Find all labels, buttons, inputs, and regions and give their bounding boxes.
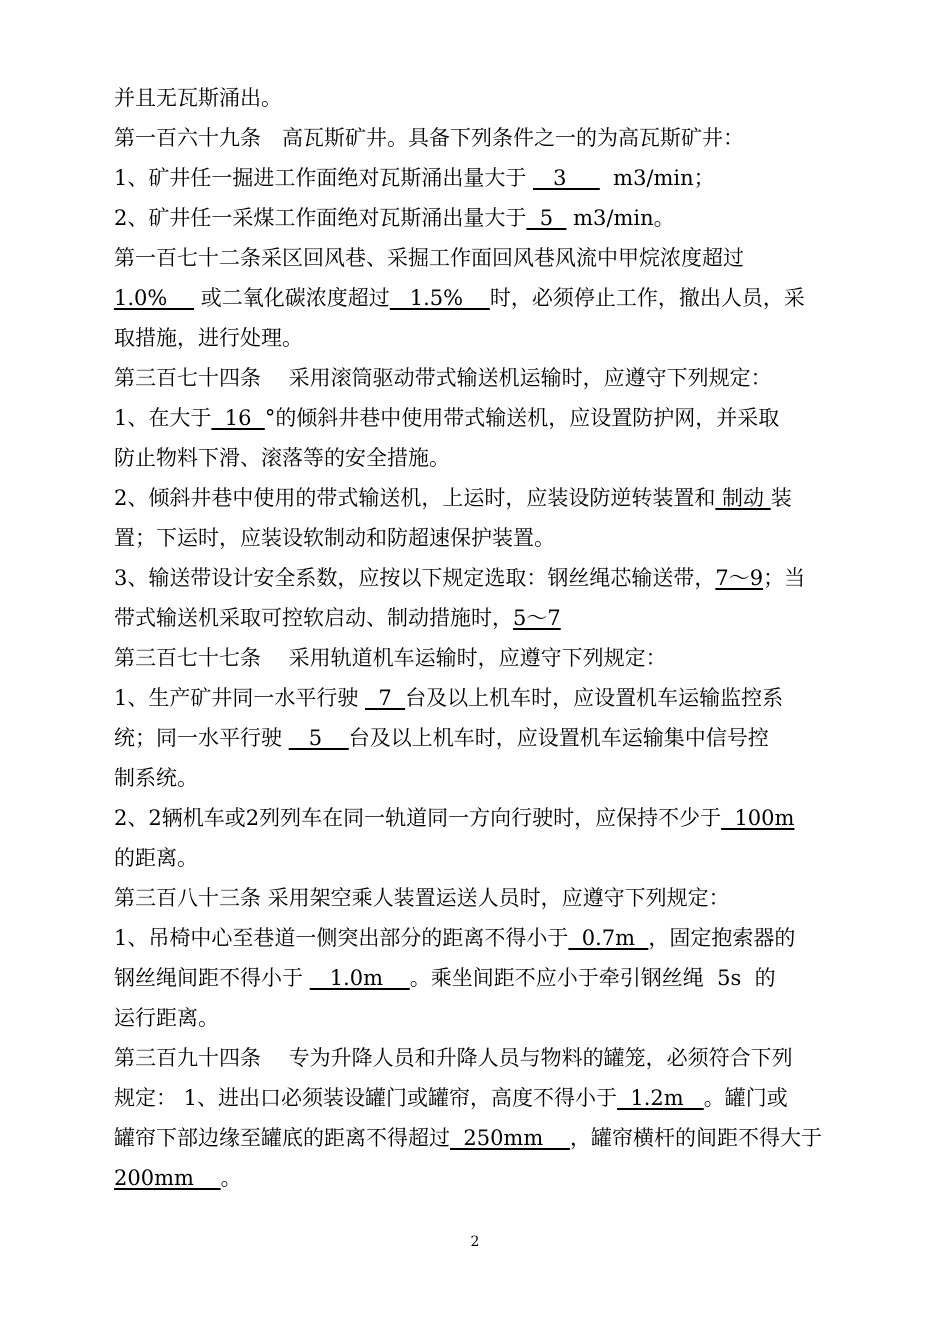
text-line (114, 318, 844, 358)
blank-answer: 5 (288, 726, 349, 750)
text-line (114, 478, 844, 518)
text-line (114, 718, 844, 758)
text-line (114, 1038, 844, 1078)
text-segment: 第三百九十四条 专为升降人员和升降人员与物料的罐笼，必须符合下列 (114, 1046, 793, 1070)
blank-answer: 1.0m (309, 966, 410, 990)
blank-answer: 制动 (715, 486, 771, 510)
text-line (114, 78, 844, 118)
text-segment: 并且无瓦斯涌出。 (114, 86, 282, 110)
text-segment: °的倾斜井巷中使用带式输送机，应设置防护网，并采取 (264, 406, 780, 430)
text-segment: 2、2辆机车或2列列车在同一轨道同一方向行驶时，应保持不少于 (114, 806, 722, 830)
text-segment: 统；同一水平行驶 (114, 726, 289, 750)
text-segment: 2、倾斜井巷中使用的带式输送机，上运时，应装设防逆转装置和 (114, 486, 716, 510)
text-segment: 规定： 1、进出口必须装设罐门或罐帘，高度不得小于 (114, 1086, 618, 1110)
text-segment: 装 (770, 486, 792, 510)
text-segment: ；当 (763, 566, 806, 590)
text-line (114, 558, 844, 598)
text-segment: 台及以上机车时，应设置机车运输集中信号控 (348, 726, 769, 750)
text-segment: m3/min； (599, 166, 715, 190)
text-line (114, 638, 844, 678)
text-line (114, 118, 844, 158)
text-segment: 3、输送带设计安全系数，应按以下规定选取：钢丝绳芯输送带， (114, 566, 716, 590)
blank-answer: 1.2m (617, 1086, 704, 1110)
text-line (114, 598, 844, 638)
text-segment: 置；下运时，应装设软制动和防超速保护装置。 (114, 526, 555, 550)
text-segment: 取措施，进行处理。 (114, 326, 303, 350)
blank-answer: 5～7 (513, 606, 561, 630)
text-segment: 1、生产矿井同一水平行驶 (114, 686, 366, 710)
text-line (114, 998, 844, 1038)
text-segment: 1、矿井任一掘进工作面绝对瓦斯涌出量大于 (114, 166, 534, 190)
text-segment: 1、吊椅中心至巷道一侧突出部分的距离不得小于 (114, 926, 569, 950)
text-segment: 第一百七十二条采区回风巷、采掘工作面回风巷风流中甲烷浓度超过 (114, 246, 744, 270)
text-segment: 第三百八十三条 采用架空乘人装置运送人员时，应遵守下列规定： (114, 886, 730, 910)
text-line (114, 158, 844, 198)
text-segment: ，罐帘横杆的间距不得大于 (569, 1126, 822, 1150)
text-line (114, 918, 844, 958)
blank-answer: 100m (721, 806, 795, 830)
text-line (114, 678, 844, 718)
blank-answer: 7～9 (715, 566, 764, 590)
blank-answer: 5 (526, 206, 567, 230)
text-segment: ，固定抱索器的 (648, 926, 796, 950)
text-segment: 制系统。 (114, 766, 198, 790)
blank-answer: 1.5% (389, 286, 490, 310)
blank-answer: 16 (211, 406, 265, 430)
page-number: 2 (470, 1234, 480, 1250)
text-segment: 2、矿井任一采煤工作面绝对瓦斯涌出量大于 (114, 206, 527, 230)
text-segment: 。 (220, 1166, 242, 1190)
text-segment: 。乘坐间距不应小于牵引钢丝绳 5s 的 (409, 966, 776, 990)
text-line (114, 798, 844, 838)
blank-answer: 200mm (114, 1166, 221, 1190)
blank-answer: 250mm (450, 1126, 570, 1150)
blank-answer: 7 (365, 686, 406, 710)
text-line (114, 398, 844, 438)
text-line (114, 958, 844, 998)
text-segment: 罐帘下部边缘至罐底的距离不得超过 (114, 1126, 450, 1150)
text-segment: 运行距离。 (114, 1006, 219, 1030)
blank-answer: 0.7m (568, 926, 649, 950)
text-segment: 第一百六十九条 高瓦斯矿井。具备下列条件之一的为高瓦斯矿井： (114, 126, 744, 150)
text-segment: 1、在大于 (114, 406, 212, 430)
text-line (114, 878, 844, 918)
blank-answer: 3 (533, 166, 600, 190)
text-segment: 防止物料下滑、滚落等的安全措施。 (114, 446, 450, 470)
text-segment: 带式输送机采取可控软启动、制动措施时， (114, 606, 513, 630)
text-line (114, 838, 844, 878)
text-segment: m3/min。 (566, 206, 675, 230)
text-line (114, 518, 844, 558)
text-segment: 时，必须停止工作，撤出人员，采 (489, 286, 805, 310)
text-line (114, 198, 844, 238)
text-line (114, 758, 844, 798)
text-segment: 或二氧化碳浓度超过 (194, 286, 390, 310)
text-segment: 第三百七十四条 采用滚筒驱动带式输送机运输时，应遵守下列规定： (114, 366, 772, 390)
text-line (114, 358, 844, 398)
text-segment: 第三百七十七条 采用轨道机车运输时，应遵守下列规定： (114, 646, 667, 670)
text-line (114, 238, 844, 278)
text-line (114, 438, 844, 478)
text-line (114, 1078, 844, 1118)
text-segment: 钢丝绳间距不得小于 (114, 966, 310, 990)
text-line (114, 1158, 844, 1198)
text-segment: 台及以上机车时，应设置机车运输监控系 (405, 686, 784, 710)
text-segment: 。罐门或 (703, 1086, 788, 1110)
text-segment: 的距离。 (114, 846, 198, 870)
text-line (114, 1118, 844, 1158)
text-line (114, 278, 844, 318)
blank-answer: 1.0% (114, 286, 195, 310)
